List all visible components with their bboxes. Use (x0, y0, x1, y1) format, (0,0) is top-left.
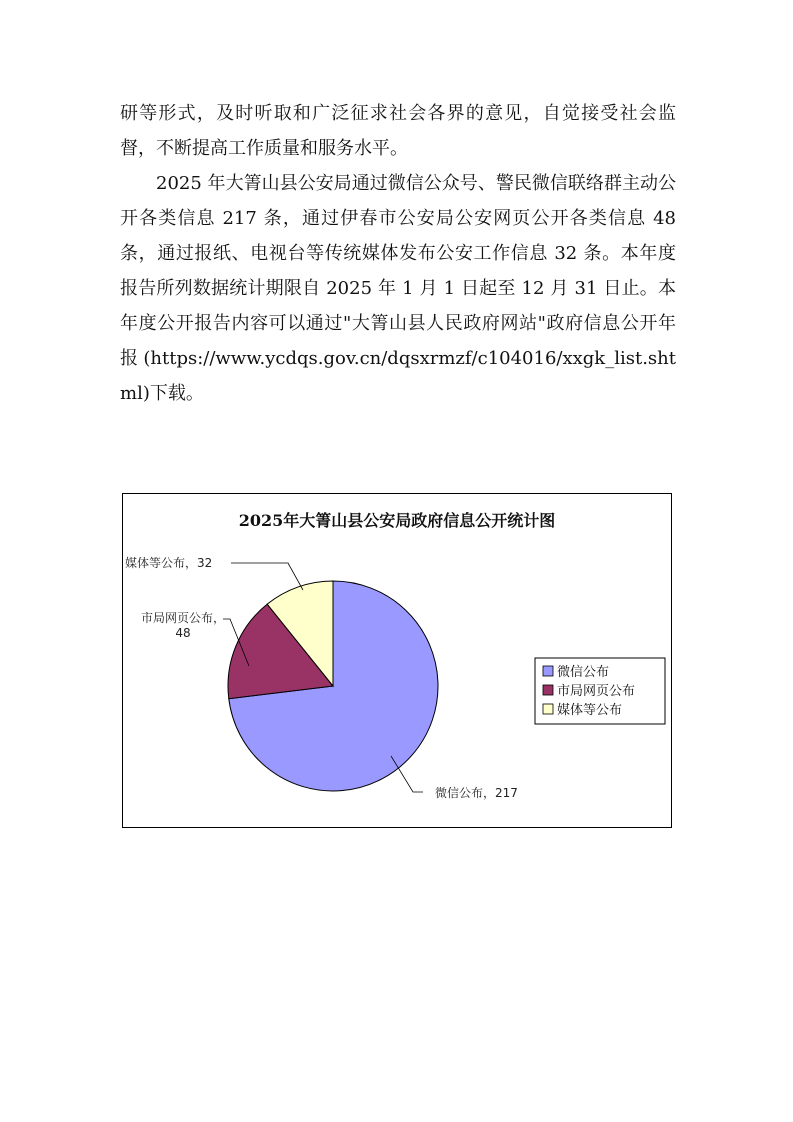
paragraph-1: 研等形式，及时听取和广泛征求社会各界的意见，自觉接受社会监督，不断提高工作质量和服务水平。 (120, 103, 676, 159)
pie-chart-frame (122, 493, 672, 828)
document-body (120, 96, 676, 411)
legend-swatch (543, 685, 553, 695)
data-label: 微信公布，217 (435, 786, 518, 800)
chart-title: 2025年大箐山县公安局政府信息公开统计图 (238, 511, 556, 530)
paragraph-2: 2025 年大箐山县公安局通过微信公众号、警民微信联络群主动公开各类信息 217 条，通过伊春市公安局公安网页公开各类信息 48 条，通过报纸、电视台等传统媒体发布公安工作信息 32 条。本年度报告所列数据统计期限自 2025 年 1 月 1 日起至 12 月 31 日止。本年度公开报告内容可以通过"大箐山县人民政府网站"政府信息公开年报(https://www.ycdqs.gov.cn/dqsxrmzf/c104016/xxgk_list.shtml)下载。 (120, 173, 676, 404)
data-label: 媒体等公布，32 (125, 556, 213, 570)
legend-swatch (543, 704, 553, 714)
pie-chart (123, 494, 671, 827)
legend-entry: 媒体等公布 (557, 703, 623, 718)
leader-line (231, 563, 303, 590)
legend-entry: 微信公布 (557, 665, 610, 680)
legend-entry: 市局网页公布 (557, 684, 636, 699)
data-label: 市局网页公布， 48 (140, 611, 226, 640)
legend-swatch (543, 666, 553, 676)
